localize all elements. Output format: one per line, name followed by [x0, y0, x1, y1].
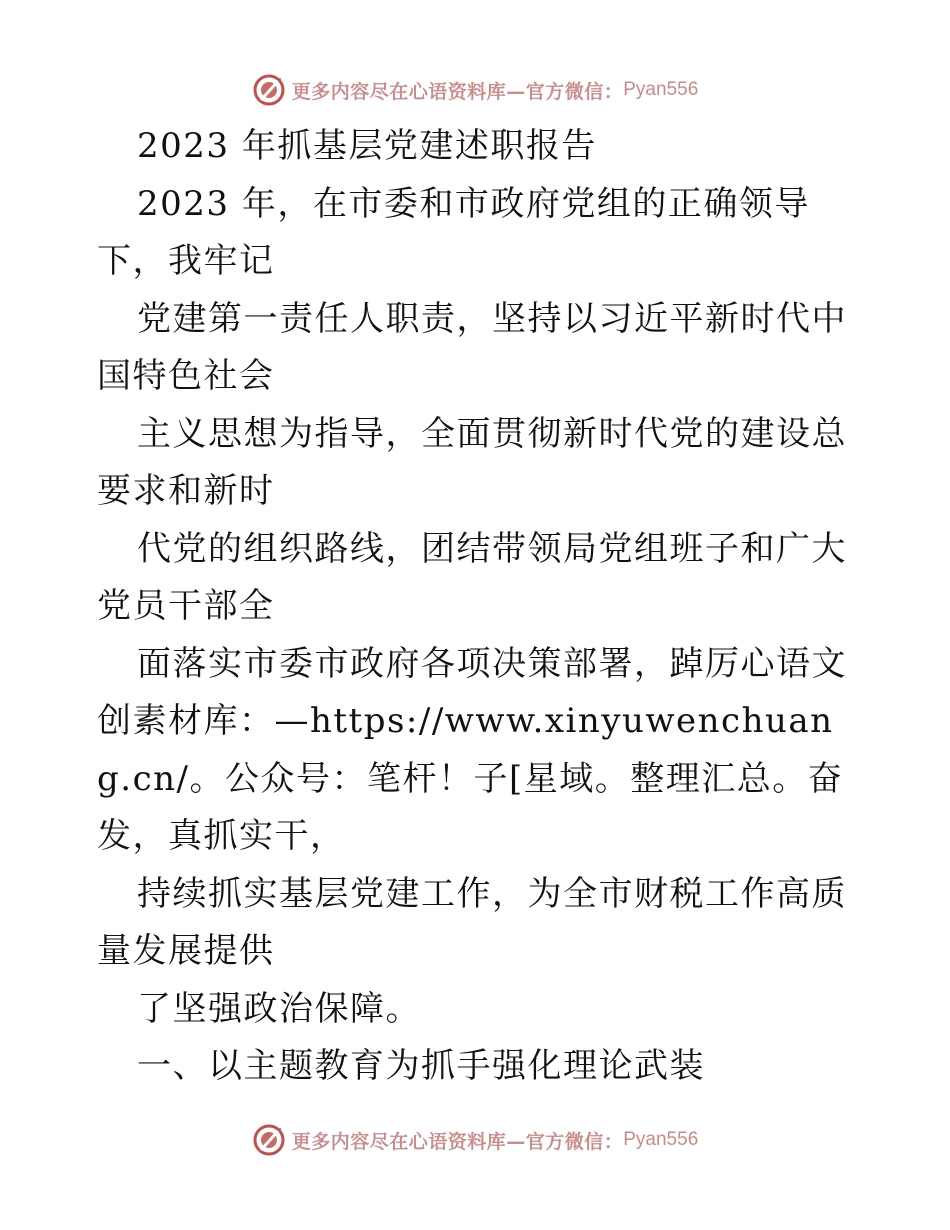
document-title: 2023 年抓基层党建述职报告 [137, 126, 597, 166]
footer-banner-text: 更多内容尽在心语资料库—官方微信： [291, 1130, 624, 1153]
pen-logo-icon [252, 1123, 286, 1157]
paragraph: 面落实市委市政府各项决策部署，踔厉心语文创素材库：—https://www.xinyuwenchuang.cn/。公众号：笔杆！子[星域。整理汇总。奋发，真抓实干， [97, 643, 847, 856]
paragraph: 主义思想为指导，全面贯彻新时代党的建设总要求和新时 [97, 413, 847, 511]
paragraph: 代党的组织路线，团结带领局党组班子和广大党员干部全 [97, 528, 847, 626]
header-wechat-id: Pyan556 [623, 79, 699, 100]
paragraph: 2023 年，在市委和市政府党组的正确领导下，我牢记 [97, 183, 810, 281]
paragraph: 党建第一责任人职责，坚持以习近平新时代中国特色社会 [97, 298, 847, 396]
paragraph: 了坚强政治保障。 [137, 988, 421, 1029]
pen-logo-icon [252, 73, 286, 107]
footer-banner [0, 1120, 950, 1160]
header-banner [0, 70, 950, 110]
section-heading: 一、以主题教育为抓手强化理论武装 [137, 1046, 705, 1086]
document-body [97, 118, 857, 1096]
footer-wechat-id: Pyan556 [623, 1129, 699, 1150]
paragraph: 持续抓实基层党建工作，为全市财税工作高质量发展提供 [97, 873, 847, 971]
header-banner-text: 更多内容尽在心语资料库—官方微信： [291, 80, 624, 103]
